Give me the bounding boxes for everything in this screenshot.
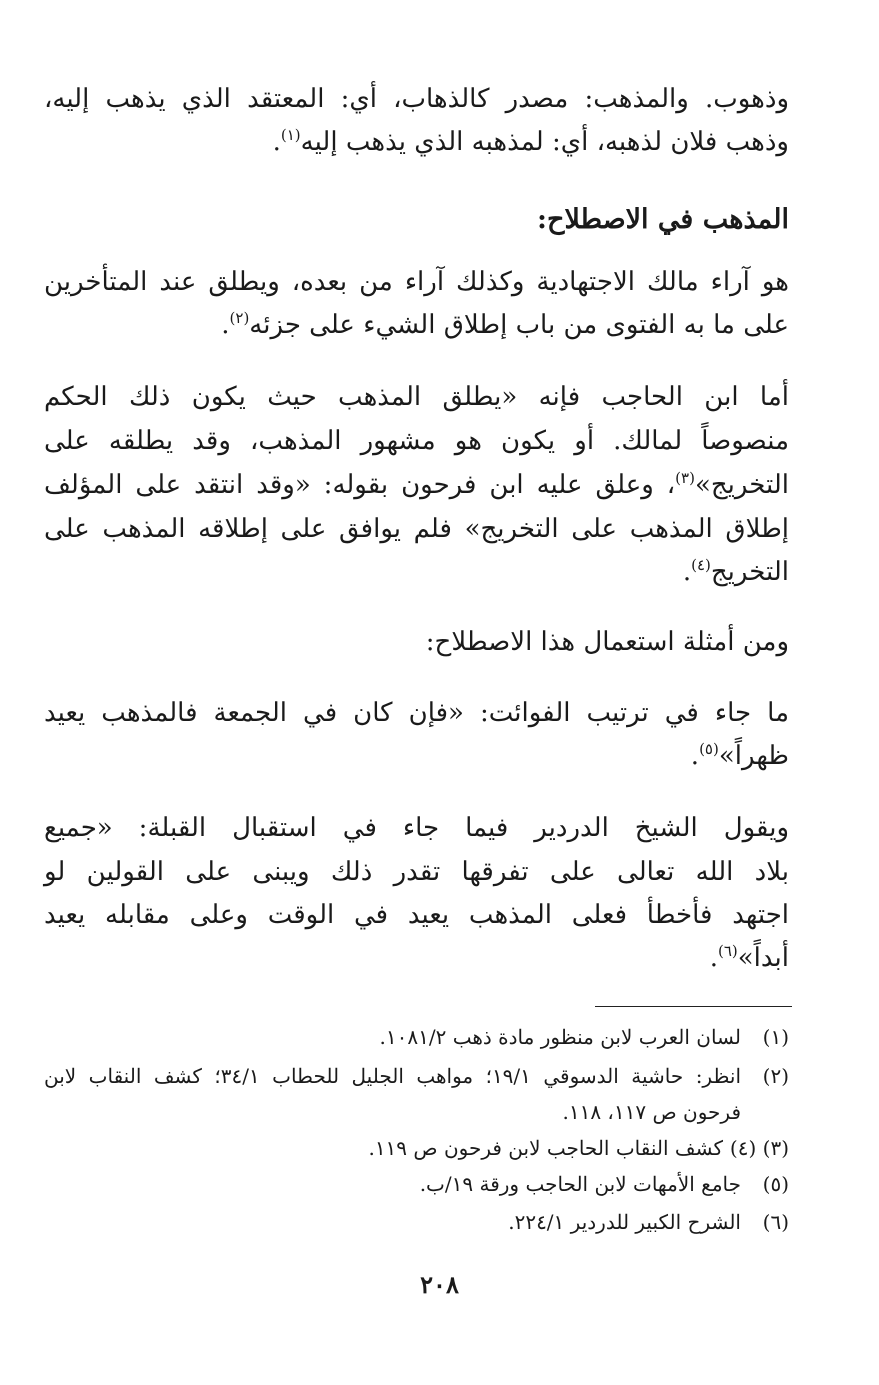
body-line: أبداً»$^{(٦)}$.	[709, 942, 789, 973]
footnote-1	[44, 1027, 789, 1047]
body-line: ومن أمثلة استعمال هذا الاصطلاح:	[425, 627, 789, 657]
body-line: التخريج$^{(٤)}$.	[682, 556, 789, 587]
body-line: اجتهد فأخطأ فعلى المذهب يعيد في الوقت وعلى مقابله يعيد	[44, 900, 789, 930]
footnote-6	[44, 1212, 789, 1232]
footnote-separator	[595, 1006, 792, 1007]
body-line: ظهراً»$^{(٥)}$.	[690, 740, 789, 771]
body-line: هو آراء مالك الاجتهادية وكذلك آراء من بعده، ويطلق عند المتأخرين	[44, 267, 789, 297]
footnote-number: (٢)	[762, 1064, 789, 1088]
footnote-ref[interactable]: (٦)	[717, 942, 738, 960]
footnote-3-4	[44, 1138, 789, 1158]
body-line: إطلاق المذهب على التخريج» فلم يوافق على إطلاقه المذهب على	[44, 514, 789, 544]
body-line: وذهب فلان لذهبه، أي: لمذهبه الذي يذهب إليه$^{(١)}$.	[272, 126, 789, 157]
footnote-2	[44, 1066, 789, 1086]
body-line: على ما به الفتوى من باب إطلاق الشيء على جزئه$^{(٢)}$.	[221, 309, 789, 340]
footnote-number: (١)	[762, 1025, 789, 1049]
footnote-text: جامع الأمهات لابن الحاجب ورقة ١٩/ب.	[419, 1172, 741, 1196]
footnote-number: (٣) (٤)	[729, 1136, 789, 1160]
footnote-text: فرحون ص ١١٧، ١١٨.	[562, 1100, 741, 1124]
footnote-text: انظر: حاشية الدسوقي ١٩/١؛ مواهب الجليل للحطاب ٣٤/١؛ كشف النقاب لابن	[44, 1064, 741, 1088]
body-line: بلاد الله تعالى على تفرقها تقدر ذلك ويبنى على القولين لو	[44, 857, 789, 887]
body-line: ما جاء في ترتيب الفوائت: «فإن كان في الجمعة فالمذهب يعيد	[44, 698, 789, 728]
page-number: ٢٠٨	[420, 1270, 459, 1299]
footnote-2-continuation	[44, 1102, 789, 1122]
footnote-ref[interactable]: (٢)	[229, 309, 250, 327]
footnote-text: لسان العرب لابن منظور مادة ذهب ١٠٨١/٢.	[379, 1025, 741, 1049]
body-line: أما ابن الحاجب فإنه «يطلق المذهب حيث يكون ذلك الحكم	[44, 382, 789, 412]
footnote-number: (٥)	[762, 1172, 789, 1196]
footnote-ref[interactable]: (١)	[280, 126, 301, 144]
footnote-number: (٦)	[762, 1210, 789, 1234]
body-line: وذهوب. والمذهب: مصدر كالذهاب، أي: المعتقد الذي يذهب إليه،	[44, 84, 789, 114]
body-line: التخريج»$^{(٣)}$، وعلق عليه ابن فرحون بقوله: «وقد انتقد على المؤلف	[44, 469, 789, 500]
footnote-text: كشف النقاب الحاجب لابن فرحون ص ١١٩.	[368, 1136, 723, 1160]
section-heading: المذهب في الاصطلاح:	[537, 204, 789, 235]
footnote-5	[44, 1174, 789, 1194]
body-line: منصوصاً لمالك. أو يكون هو مشهور المذهب، وقد يطلقه على	[44, 426, 789, 456]
footnote-text: الشرح الكبير للدردير ٢٢٤/١.	[508, 1210, 741, 1234]
footnote-ref[interactable]: (٣)	[675, 469, 695, 487]
body-line: ويقول الشيخ الدردير فيما جاء في استقبال القبلة: «جميع	[44, 813, 789, 843]
footnote-ref[interactable]: (٥)	[699, 740, 719, 758]
footnote-ref[interactable]: (٤)	[691, 556, 711, 574]
